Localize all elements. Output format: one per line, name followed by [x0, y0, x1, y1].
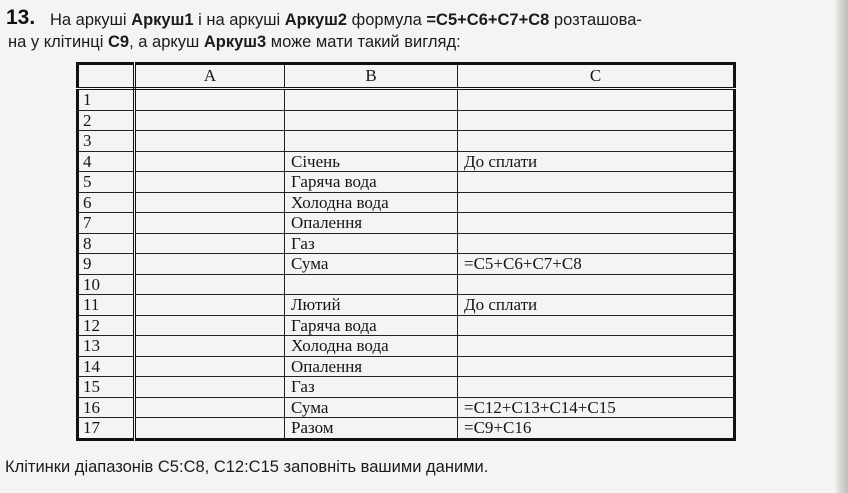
- table-row: [78, 397, 735, 418]
- cell-c: [458, 377, 735, 398]
- cell-a: [135, 397, 285, 418]
- cell-a: [135, 233, 285, 254]
- column-header-b: B: [285, 64, 458, 89]
- table-row: [78, 336, 735, 357]
- task-text-segment: і на аркуші: [193, 11, 285, 29]
- cell-a: [135, 274, 285, 295]
- table-row: [78, 254, 735, 275]
- cell-b: Сума: [285, 254, 458, 275]
- cell-c: [458, 233, 735, 254]
- task-number: 13.: [6, 6, 36, 29]
- task-text-line-2: [8, 31, 825, 53]
- task-sheet-name: Аркуш1: [131, 11, 194, 29]
- task-text-segment: на у клітинці: [8, 33, 108, 51]
- cell-b: [285, 89, 458, 111]
- table-row: [78, 192, 735, 213]
- row-number: 9: [78, 254, 135, 275]
- cell-a: [135, 172, 285, 193]
- column-header-a: A: [135, 64, 285, 89]
- column-header-c: C: [458, 64, 735, 89]
- table-row: [78, 356, 735, 377]
- row-number: 8: [78, 233, 135, 254]
- cell-a: [135, 89, 285, 111]
- task-sheet-name: Аркуш2: [284, 11, 348, 29]
- row-number: 2: [78, 110, 135, 131]
- cell-c: [458, 89, 735, 111]
- cell-b: Січень: [285, 151, 458, 172]
- task-text-segment: , а аркуш: [129, 33, 204, 51]
- corner-cell: [78, 64, 135, 89]
- cell-a: [135, 377, 285, 398]
- cell-b: Разом: [285, 418, 458, 440]
- table-row: [78, 89, 735, 111]
- task-text-segment: може мати такий вигляд:: [266, 33, 461, 51]
- cell-b: Опалення: [285, 356, 458, 377]
- cell-b: Опалення: [285, 213, 458, 234]
- cell-c: [458, 356, 735, 377]
- table-row: [78, 151, 735, 172]
- table-row: [78, 418, 735, 440]
- table-row: [78, 131, 735, 152]
- spreadsheet-table: [76, 62, 736, 441]
- cell-c: [458, 172, 735, 193]
- cell-a: [135, 295, 285, 316]
- cell-b: Газ: [285, 233, 458, 254]
- cell-a: [135, 131, 285, 152]
- table-row: [78, 172, 735, 193]
- row-number: 13: [78, 336, 135, 357]
- cell-c: До сплати: [458, 295, 735, 316]
- footer-note: Клітинки діапазонів С5:С8, С12:С15 заповніть вашими даними.: [5, 458, 489, 476]
- cell-c: =С12+С13+С14+С15: [458, 397, 735, 418]
- cell-b: Холодна вода: [285, 192, 458, 213]
- row-number: 3: [78, 131, 135, 152]
- row-number: 15: [78, 377, 135, 398]
- table-row: [78, 274, 735, 295]
- cell-b: Гаряча вода: [285, 172, 458, 193]
- cell-a: [135, 356, 285, 377]
- cell-b: Холодна вода: [285, 336, 458, 357]
- table-row: [78, 377, 735, 398]
- row-number: 6: [78, 192, 135, 213]
- cell-a: [135, 192, 285, 213]
- row-number: 16: [78, 397, 135, 418]
- cell-c: До сплати: [458, 151, 735, 172]
- table-row: [78, 110, 735, 131]
- cell-c: [458, 192, 735, 213]
- row-number: 11: [78, 295, 135, 316]
- table-row: [78, 213, 735, 234]
- cell-c: [458, 315, 735, 336]
- cell-b: Гаряча вода: [285, 315, 458, 336]
- row-number: 17: [78, 418, 135, 440]
- task-sheet-name: Аркуш3: [203, 33, 267, 51]
- cell-b: Сума: [285, 397, 458, 418]
- task-cell-ref: С9: [108, 33, 130, 51]
- row-number: 10: [78, 274, 135, 295]
- cell-a: [135, 213, 285, 234]
- cell-c: [458, 131, 735, 152]
- row-number: 12: [78, 315, 135, 336]
- row-number: 1: [78, 89, 135, 111]
- cell-c: =С9+С16: [458, 418, 735, 440]
- row-number: 5: [78, 172, 135, 193]
- row-number: 7: [78, 213, 135, 234]
- table-row: [78, 295, 735, 316]
- cell-a: [135, 418, 285, 440]
- cell-a: [135, 110, 285, 131]
- cell-c: [458, 336, 735, 357]
- row-number: 4: [78, 151, 135, 172]
- cell-b: Лютий: [285, 295, 458, 316]
- task-text-segment: формула: [347, 11, 427, 29]
- table-row: [78, 315, 735, 336]
- task-text-segment: На аркуші: [50, 11, 132, 29]
- column-header-row: [78, 64, 735, 89]
- cell-b: Газ: [285, 377, 458, 398]
- cell-c: =С5+С6+С7+С8: [458, 254, 735, 275]
- page-edge-shadow: [834, 0, 848, 493]
- task-formula: =С5+С6+С7+С8: [426, 11, 550, 29]
- cell-c: [458, 274, 735, 295]
- cell-a: [135, 315, 285, 336]
- cell-a: [135, 151, 285, 172]
- cell-c: [458, 110, 735, 131]
- cell-a: [135, 254, 285, 275]
- cell-c: [458, 213, 735, 234]
- cell-b: [285, 110, 458, 131]
- cell-b: [285, 274, 458, 295]
- row-number: 14: [78, 356, 135, 377]
- table-row: [78, 233, 735, 254]
- task-text-segment: розташова-: [549, 11, 642, 29]
- cell-b: [285, 131, 458, 152]
- cell-a: [135, 336, 285, 357]
